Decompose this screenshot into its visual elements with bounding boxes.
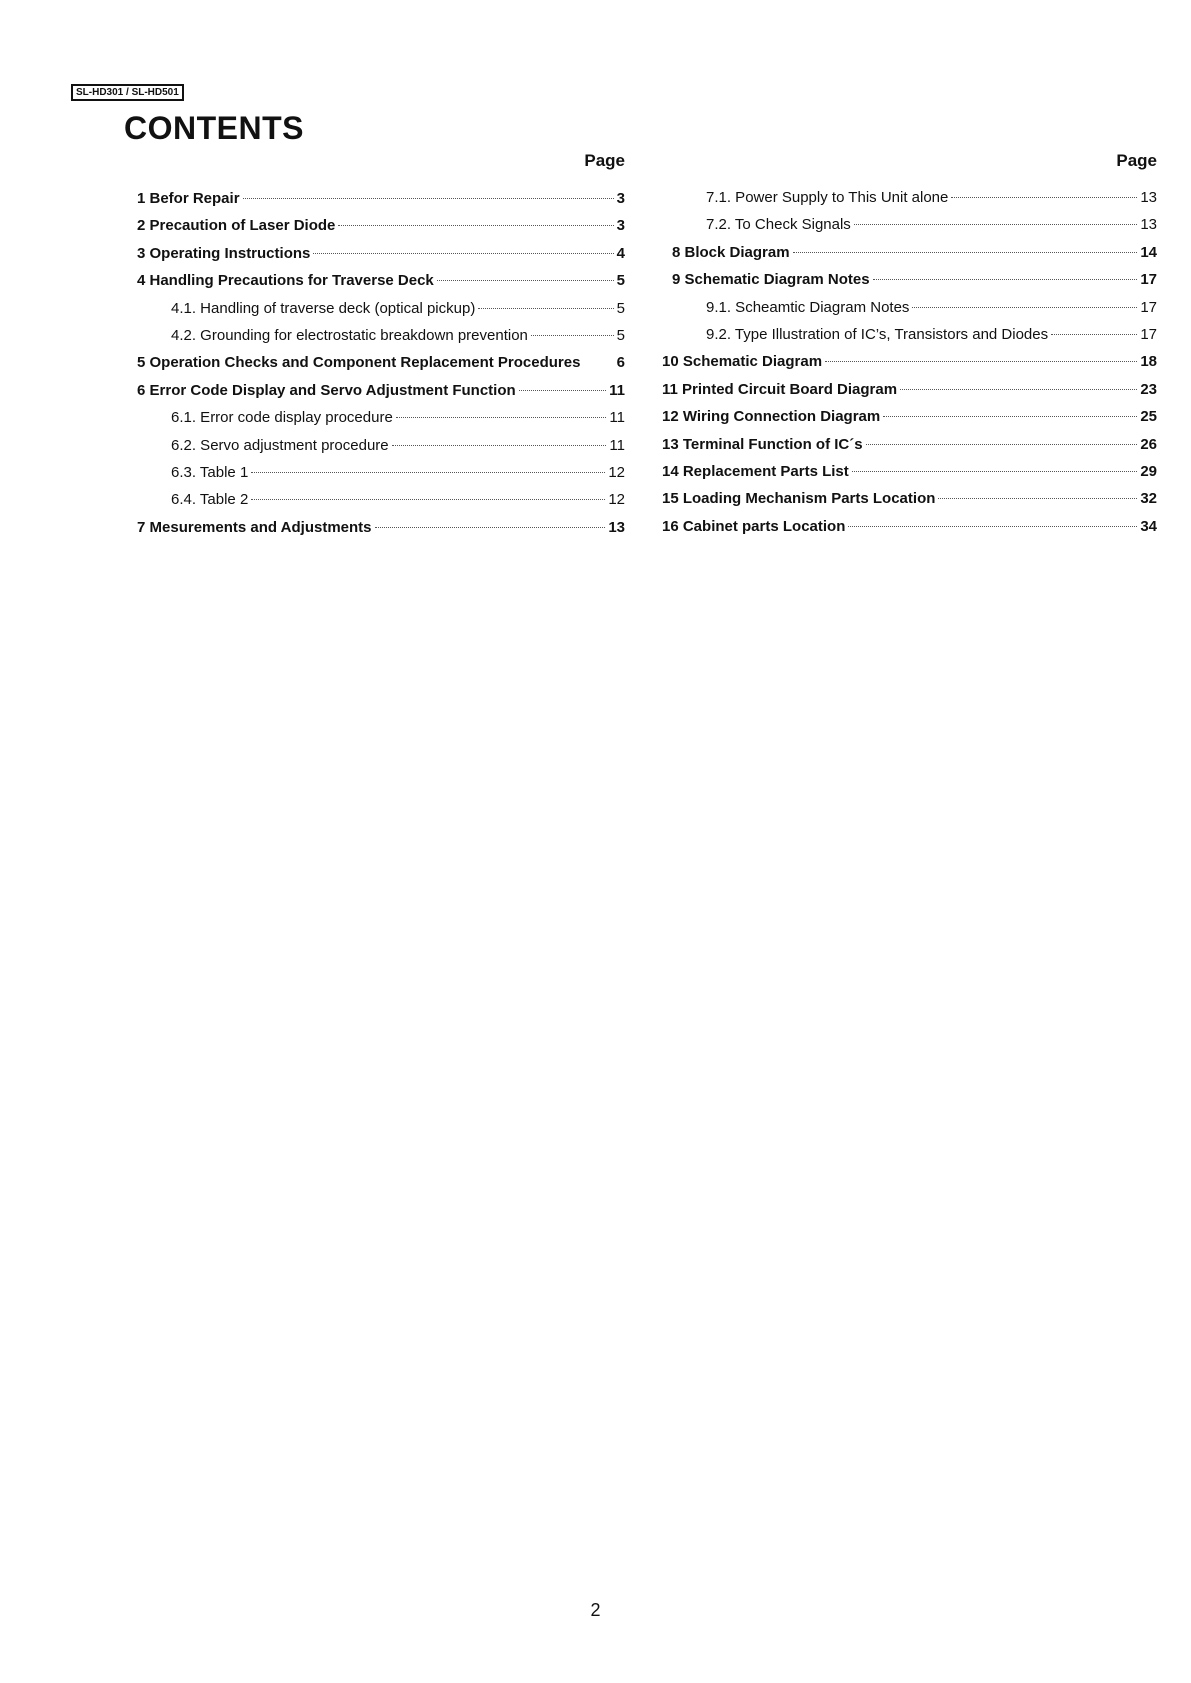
- toc-page: 11: [609, 436, 625, 454]
- toc-page: 17: [1140, 325, 1157, 343]
- toc-page: 34: [1140, 517, 1157, 535]
- toc-entry-operation-checks[interactable]: [137, 354, 625, 381]
- toc-label: 14 Replacement Parts List: [662, 462, 849, 480]
- toc-entry-check-signals[interactable]: [662, 216, 1157, 243]
- toc-label: 6.1. Error code display procedure: [171, 409, 393, 427]
- toc-label: 9 Schematic Diagram Notes: [672, 271, 870, 289]
- toc-label: 6.3. Table 1: [171, 463, 249, 481]
- leader-dots: [396, 417, 607, 418]
- toc-page: 25: [1140, 408, 1157, 426]
- toc-page: 4: [616, 244, 625, 262]
- toc-page: 17: [1140, 271, 1157, 289]
- leader-dots: [478, 308, 613, 309]
- page-column-heading: Page: [1116, 151, 1157, 170]
- toc-entry-error-code-display[interactable]: [137, 382, 625, 409]
- toc-label: 8 Block Diagram: [672, 243, 790, 261]
- toc-page: 11: [609, 409, 625, 427]
- toc-left-column: [137, 150, 625, 546]
- leader-dots: [873, 279, 1138, 280]
- toc-entry-replacement-parts[interactable]: [662, 463, 1157, 490]
- leader-dots: [531, 335, 614, 336]
- toc-page: 13: [608, 518, 625, 536]
- page-title: CONTENTS: [124, 110, 304, 146]
- toc-entry-operating-instructions[interactable]: [137, 245, 625, 272]
- toc-page: 13: [1140, 216, 1157, 234]
- leader-dots: [866, 444, 1138, 445]
- toc-label: 9.2. Type Illustration of IC’s, Transistors and Diodes: [706, 325, 1049, 343]
- toc-label: 9.1. Scheamtic Diagram Notes: [706, 298, 910, 316]
- toc-page: 6: [616, 354, 625, 372]
- page-column-heading: Page: [584, 151, 625, 170]
- leader-dots: [938, 498, 1137, 499]
- toc-page: 29: [1140, 462, 1157, 480]
- toc-label: 7.1. Power Supply to This Unit alone: [706, 189, 949, 206]
- leader-dots: [437, 280, 614, 281]
- leader-dots: [392, 445, 607, 446]
- leader-dots: [1051, 334, 1137, 335]
- toc-label: 10 Schematic Diagram: [662, 353, 823, 371]
- toc-entry-pcb-diagram[interactable]: [662, 381, 1157, 408]
- toc-entry-error-code-procedure[interactable]: [137, 409, 625, 436]
- leader-dots: [900, 389, 1137, 390]
- leader-dots: [852, 471, 1138, 472]
- toc-page: 5: [616, 299, 625, 317]
- toc-page: 12: [608, 463, 625, 481]
- toc-label: 6.4. Table 2: [171, 491, 249, 509]
- toc-page: 23: [1140, 380, 1157, 398]
- toc-page: 32: [1140, 490, 1157, 508]
- model-tag: SL-HD301 / SL-HD501: [71, 84, 184, 101]
- toc-page: 3: [616, 190, 625, 207]
- leader-dots: [375, 527, 606, 528]
- toc-page: 3: [616, 217, 625, 235]
- toc-page: 12: [608, 491, 625, 509]
- toc-list: [137, 190, 625, 546]
- toc-entry-befor-repair[interactable]: [137, 190, 625, 217]
- toc-label: 7.2. To Check Signals: [706, 216, 851, 234]
- toc-entry-loading-mechanism[interactable]: [662, 490, 1157, 517]
- leader-dots: [848, 526, 1137, 527]
- toc-label: 15 Loading Mechanism Parts Location: [662, 490, 936, 508]
- toc-entry-table-2[interactable]: [137, 491, 625, 518]
- toc-page: 26: [1140, 435, 1157, 453]
- toc-label: 7 Mesurements and Adjustments: [137, 518, 372, 536]
- toc-label: 3 Operating Instructions: [137, 244, 311, 262]
- toc-entry-wiring-diagram[interactable]: [662, 408, 1157, 435]
- toc-page: 13: [1140, 189, 1157, 206]
- toc-list: [662, 189, 1157, 545]
- leader-dots: [793, 252, 1138, 253]
- leader-dots: [912, 307, 1137, 308]
- toc-page: 14: [1140, 243, 1157, 261]
- toc-entry-handling-precautions[interactable]: [137, 272, 625, 299]
- toc-page: 5: [616, 326, 625, 344]
- toc-label: 4 Handling Precautions for Traverse Deck: [137, 272, 434, 290]
- toc-label: 6 Error Code Display and Servo Adjustment Function: [137, 381, 516, 399]
- toc-entry-schematic-notes[interactable]: [662, 271, 1157, 298]
- leader-dots: [854, 224, 1138, 225]
- toc-entry-schematic-diagram[interactable]: [662, 353, 1157, 380]
- leader-dots: [251, 499, 605, 500]
- toc-entry-scheamtic-notes-sub[interactable]: [662, 299, 1157, 326]
- toc-entry-table-1[interactable]: [137, 464, 625, 491]
- toc-entry-handling-traverse-deck[interactable]: [137, 300, 625, 327]
- leader-dots: [243, 198, 614, 199]
- leader-dots: [338, 225, 613, 226]
- leader-dots: [825, 361, 1137, 362]
- toc-entry-cabinet-parts[interactable]: [662, 518, 1157, 545]
- toc-label: 4.1. Handling of traverse deck (optical pickup): [171, 299, 476, 317]
- toc-page: 17: [1140, 298, 1157, 316]
- toc-entry-measurements-adjustments[interactable]: [137, 519, 625, 546]
- toc-entry-grounding-electrostatic[interactable]: [137, 327, 625, 354]
- toc-entry-type-illustration[interactable]: [662, 326, 1157, 353]
- toc-right-column: [662, 150, 1157, 545]
- toc-entry-terminal-function[interactable]: [662, 436, 1157, 463]
- toc-label: 1 Befor Repair: [137, 190, 240, 207]
- leader-dots: [519, 390, 606, 391]
- leader-dots: [313, 253, 613, 254]
- toc-page: 5: [616, 272, 625, 290]
- leader-dots: [883, 416, 1137, 417]
- page-number: 2: [590, 1600, 601, 1620]
- toc-entry-precaution-laser-diode[interactable]: [137, 217, 625, 244]
- toc-label: 6.2. Servo adjustment procedure: [171, 436, 389, 454]
- leader-dots: [951, 197, 1137, 198]
- toc-label: 5 Operation Checks and Component Replacement Procedures: [137, 354, 581, 372]
- toc-page: 18: [1140, 353, 1157, 371]
- toc-label: 4.2. Grounding for electrostatic breakdown prevention: [171, 326, 528, 344]
- toc-label: 11 Printed Circuit Board Diagram: [662, 380, 898, 398]
- toc-label: 12 Wiring Connection Diagram: [662, 408, 881, 426]
- toc-label: 13 Terminal Function of IC´s: [662, 435, 863, 453]
- toc-label: 2 Precaution of Laser Diode: [137, 217, 336, 235]
- toc-page: 11: [609, 381, 625, 399]
- toc-entry-servo-adjustment[interactable]: [137, 437, 625, 464]
- toc-entry-block-diagram[interactable]: [662, 244, 1157, 271]
- toc-entry-power-supply[interactable]: [662, 189, 1157, 216]
- toc-label: 16 Cabinet parts Location: [662, 517, 846, 535]
- leader-dots: [251, 472, 605, 473]
